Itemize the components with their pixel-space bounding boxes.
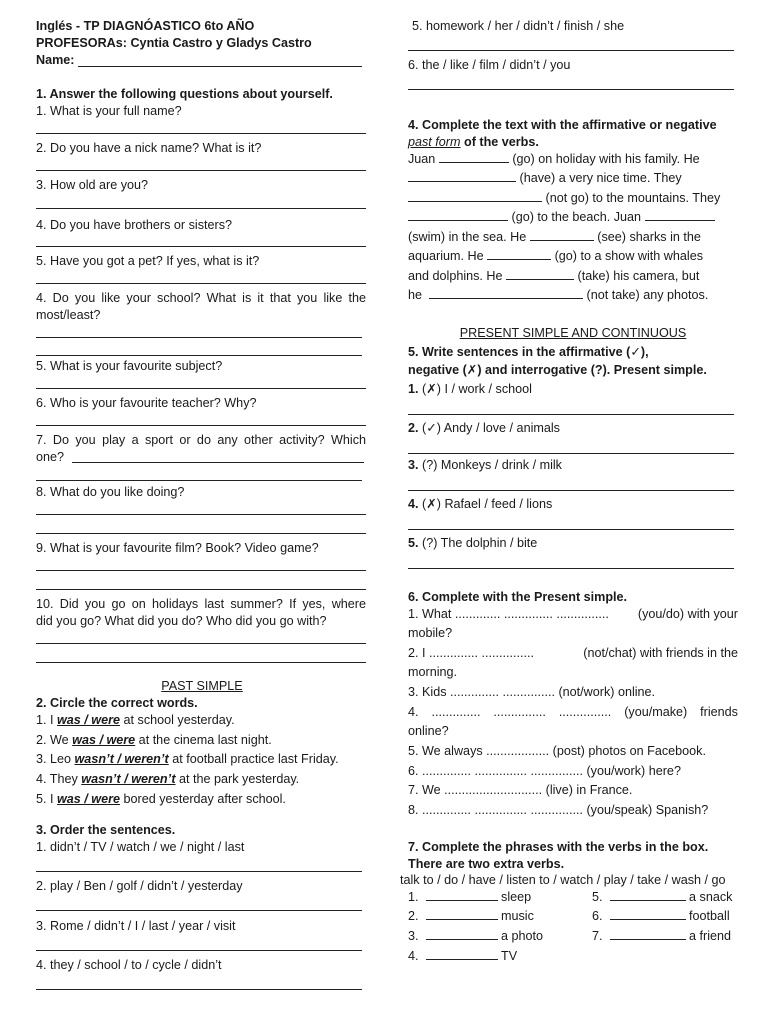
answer-line[interactable] [408,490,734,491]
item-prefix: 3. Leo [36,752,75,766]
name-label: Name: [36,53,75,67]
item-number: 2. [408,909,419,923]
section-4-title-line2 [408,134,539,150]
text-line-2 [408,170,682,186]
question-6-line1: 4. Do you like your school? What is it that you like the [36,291,366,305]
gap-blank[interactable] [530,229,594,241]
phrase-word: football [689,909,730,923]
question-12-line2: did you go? What did you do? Who did you go with? [36,614,327,628]
answer-line[interactable] [36,662,366,663]
answer-line[interactable] [36,514,366,515]
section-6-title: 6. Complete with the Present simple. [408,590,628,604]
answer-line[interactable] [36,570,366,571]
section-5-title-line2: negative (✗) and interrogative (?). Present simple. [408,363,707,377]
circle-item-4 [36,771,299,787]
section-2-title: 2. Circle the correct words. [36,696,198,710]
gap-blank[interactable] [487,248,551,260]
question-1: 1. What is your full name? [36,104,182,118]
order-item-5: 5. homework / her / didn’t / finish / she [412,19,625,33]
text-word: aquarium. He [408,249,484,263]
phrase-word: a photo [501,929,544,943]
item-suffix: at football practice last Friday. [168,752,339,766]
past-form-label: past form [408,135,461,149]
phrase-word: a friend [689,929,732,943]
question-3: 3. How old are you? [36,178,149,192]
item-text: (you/make) [624,705,688,719]
document-title: Inglés - TP DIAGNÓASTICO 6to AÑO [36,19,255,33]
phrase-item [592,908,730,924]
spacer [419,909,426,923]
gap-blank[interactable] [426,889,498,901]
item-number: 1. [408,890,419,904]
text-word: (go) to the beach. Juan [511,210,642,224]
answer-line[interactable] [408,50,734,51]
item-text: ............... [493,705,546,719]
spacer [603,929,610,943]
phrase-item [592,928,731,944]
item-suffix: at the cinema last night. [135,733,272,747]
question-11: 9. What is your favourite film? Book? Video game? [36,541,319,555]
text-line-6 [408,248,703,264]
answer-line[interactable] [36,283,366,284]
item-prefix: 5. I [36,792,57,806]
item-number: 5. [408,536,419,550]
spacer [603,909,610,923]
item-prompt: (?) Monkeys / drink / milk [418,458,562,472]
text-line-1 [408,151,700,167]
circle-item-1 [36,712,235,728]
item-text: 2. I .............. ............... [408,646,534,660]
text-line-7 [408,268,699,284]
question-5: 5. Have you got a pet? If yes, what is it? [36,254,260,268]
sentence-item-5 [408,535,537,551]
gap-blank[interactable] [645,209,715,221]
item-text: ............... [558,705,612,719]
text-line-4 [408,209,715,225]
gap-blank[interactable] [408,209,508,221]
present-item-7: 7. We ............................ (live) in France. [408,783,633,797]
sentence-item-3 [408,457,562,473]
gap-blank[interactable] [610,908,686,920]
section-4-title-rest: of the verbs. [460,135,539,149]
item-suffix: at school yesterday. [120,713,235,727]
text-word: (have) a very nice time. They [519,171,682,185]
present-item-2-cont: morning. [408,665,457,679]
item-prompt: (?) The dolphin / bite [418,536,538,550]
present-item-1-cont: mobile? [408,626,453,640]
gap-blank[interactable] [429,287,583,299]
present-item-6: 6. .............. ............... ............... (you/work) here? [408,764,681,778]
answer-line[interactable] [36,950,362,951]
phrase-item [408,928,543,944]
answer-line[interactable] [36,170,366,171]
item-number: 6. [592,909,603,923]
question-9-line1: 7. Do you play a sport or do any other activity? Which [36,433,366,447]
gap-blank[interactable] [610,928,686,940]
section-1-title: 1. Answer the following questions about yourself. [36,87,333,101]
item-prefix: 4. They [36,772,82,786]
phrase-word: sleep [501,890,532,904]
text-word: he [408,288,423,302]
gap-blank[interactable] [426,908,498,920]
answer-line[interactable] [408,529,734,530]
section-4-title-line1: 4. Complete the text with the affirmative or negative [408,118,717,132]
answer-line[interactable] [36,989,362,990]
item-text: 4. [408,705,419,719]
item-prompt: (✓) Andy / love / animals [418,421,560,435]
section-5-title-line1: 5. Write sentences in the affirmative (✓), [408,345,649,359]
item-number: 2. [408,421,419,435]
gap-blank[interactable] [408,190,542,202]
present-item-4-cont: online? [408,724,449,738]
word-options[interactable]: wasn’t / weren’t [81,772,176,786]
present-item-1 [408,606,738,622]
spacer [419,949,426,963]
item-number: 3. [408,458,419,472]
circle-item-3 [36,751,339,767]
question-8: 6. Who is your favourite teacher? Why? [36,396,257,410]
sentence-item-2 [408,420,560,436]
item-prompt: (✗) Rafael / feed / lions [418,497,553,511]
text-word: (take) his camera, but [577,269,700,283]
item-number: 1. [408,382,419,396]
phrase-item [408,948,517,964]
phrase-item [408,908,534,924]
phrase-word: TV [501,949,518,963]
answer-line[interactable] [36,425,366,426]
verb-box: talk to / do / have / listen to / watch / play / take / wash / go [400,873,726,887]
phrase-word: a snack [689,890,733,904]
answer-line[interactable] [36,480,362,481]
question-6-line2: most/least? [36,308,101,322]
name-blank[interactable] [78,66,362,67]
gap-blank[interactable] [610,889,686,901]
item-text: 1. What ............. .............. ............... [408,607,609,621]
text-word: (go) on holiday with his family. He [512,152,700,166]
text-word: (not go) to the mountains. They [545,191,721,205]
spacer [419,929,426,943]
word-options[interactable]: wasn’t / weren’t [74,752,169,766]
order-item-3: 3. Rome / didn’t / I / last / year / visit [36,919,236,933]
answer-line[interactable] [36,246,366,247]
order-item-2: 2. play / Ben / golf / didn’t / yesterday [36,879,243,893]
present-heading: PRESENT SIMPLE AND CONTINUOUS [459,326,687,340]
answer-line[interactable] [36,388,366,389]
item-prompt: (✗) I / work / school [418,382,532,396]
answer-line[interactable] [408,568,734,569]
gap-blank[interactable] [426,948,498,960]
gap-blank[interactable] [408,170,516,182]
text-line-8 [408,287,708,303]
gap-blank[interactable] [506,268,574,280]
item-text: (not/chat) with friends in the [583,646,738,660]
phrase-item [408,889,531,905]
word-options[interactable]: was / were [72,733,136,747]
spacer [419,890,426,904]
circle-item-5 [36,791,286,807]
answer-line[interactable] [36,208,366,209]
item-prefix: 1. I [36,713,57,727]
answer-line[interactable] [36,643,366,644]
item-prefix: 2. We [36,733,73,747]
text-line-3 [408,190,720,206]
text-word: and dolphins. He [408,269,503,283]
item-number: 4. [408,949,419,963]
circle-item-2 [36,732,272,748]
item-text: (you/do) with your [637,607,738,621]
text-word: (see) sharks in the [597,230,701,244]
answer-line[interactable] [408,414,734,415]
answer-line[interactable] [36,533,366,534]
item-suffix: bored yesterday after school. [120,792,286,806]
present-item-2 [408,645,738,661]
text-word: (swim) in the sea. He [408,230,527,244]
phrase-item [592,889,732,905]
word-options[interactable]: was / were [57,713,121,727]
item-number: 4. [408,497,419,511]
answer-line[interactable] [72,462,364,463]
item-number: 5. [592,890,603,904]
question-2: 2. Do you have a nick name? What is it? [36,141,262,155]
answer-line[interactable] [36,589,366,590]
section-3-title: 3. Order the sentences. [36,823,176,837]
order-item-6: 6. the / like / film / didn’t / you [408,58,571,72]
word-options[interactable]: was / were [57,792,121,806]
item-text: .............. [431,705,481,719]
text-word: (go) to a show with whales [554,249,704,263]
answer-line[interactable] [36,871,362,872]
item-suffix: at the park yesterday. [175,772,300,786]
text-word: Juan [408,152,436,166]
order-item-1: 1. didn’t / TV / watch / we / night / last [36,840,245,854]
question-10: 8. What do you like doing? [36,485,185,499]
present-item-8: 8. .............. ............... ............... (you/speak) Spanish? [408,803,709,817]
answer-line[interactable] [36,133,366,134]
order-item-4: 4. they / school / to / cycle / didn’t [36,958,222,972]
answer-line[interactable] [36,355,362,356]
present-item-3: 3. Kids .............. ............... (not/work) online. [408,685,656,699]
spacer [603,890,610,904]
section-7-title-line2: There are two extra verbs. [408,857,565,871]
text-line-5 [408,229,701,245]
question-12-line1: 10. Did you go on holidays last summer? If yes, where [36,597,366,611]
question-7: 5. What is your favourite subject? [36,359,223,373]
sentence-item-4 [408,496,552,512]
present-item-5: 5. We always .................. (post) photos on Facebook. [408,744,706,758]
teachers-line: PROFESORAs: Cyntia Castro y Gladys Castro [36,36,312,50]
sentence-item-1 [408,381,532,397]
text-word: (not take) any photos. [586,288,709,302]
gap-blank[interactable] [439,151,509,163]
answer-line[interactable] [36,910,362,911]
question-9-line2: one? [36,450,65,464]
item-text: friends [700,705,738,719]
answer-line[interactable] [36,337,362,338]
present-item-4 [408,704,738,720]
gap-blank[interactable] [426,928,498,940]
section-7-title-line1: 7. Complete the phrases with the verbs in the box. [408,840,709,854]
answer-line[interactable] [408,453,734,454]
phrase-word: music [501,909,534,923]
question-4: 4. Do you have brothers or sisters? [36,218,232,232]
item-number: 7. [592,929,603,943]
past-simple-heading: PAST SIMPLE [161,679,243,693]
answer-line[interactable] [408,89,734,90]
item-number: 3. [408,929,419,943]
